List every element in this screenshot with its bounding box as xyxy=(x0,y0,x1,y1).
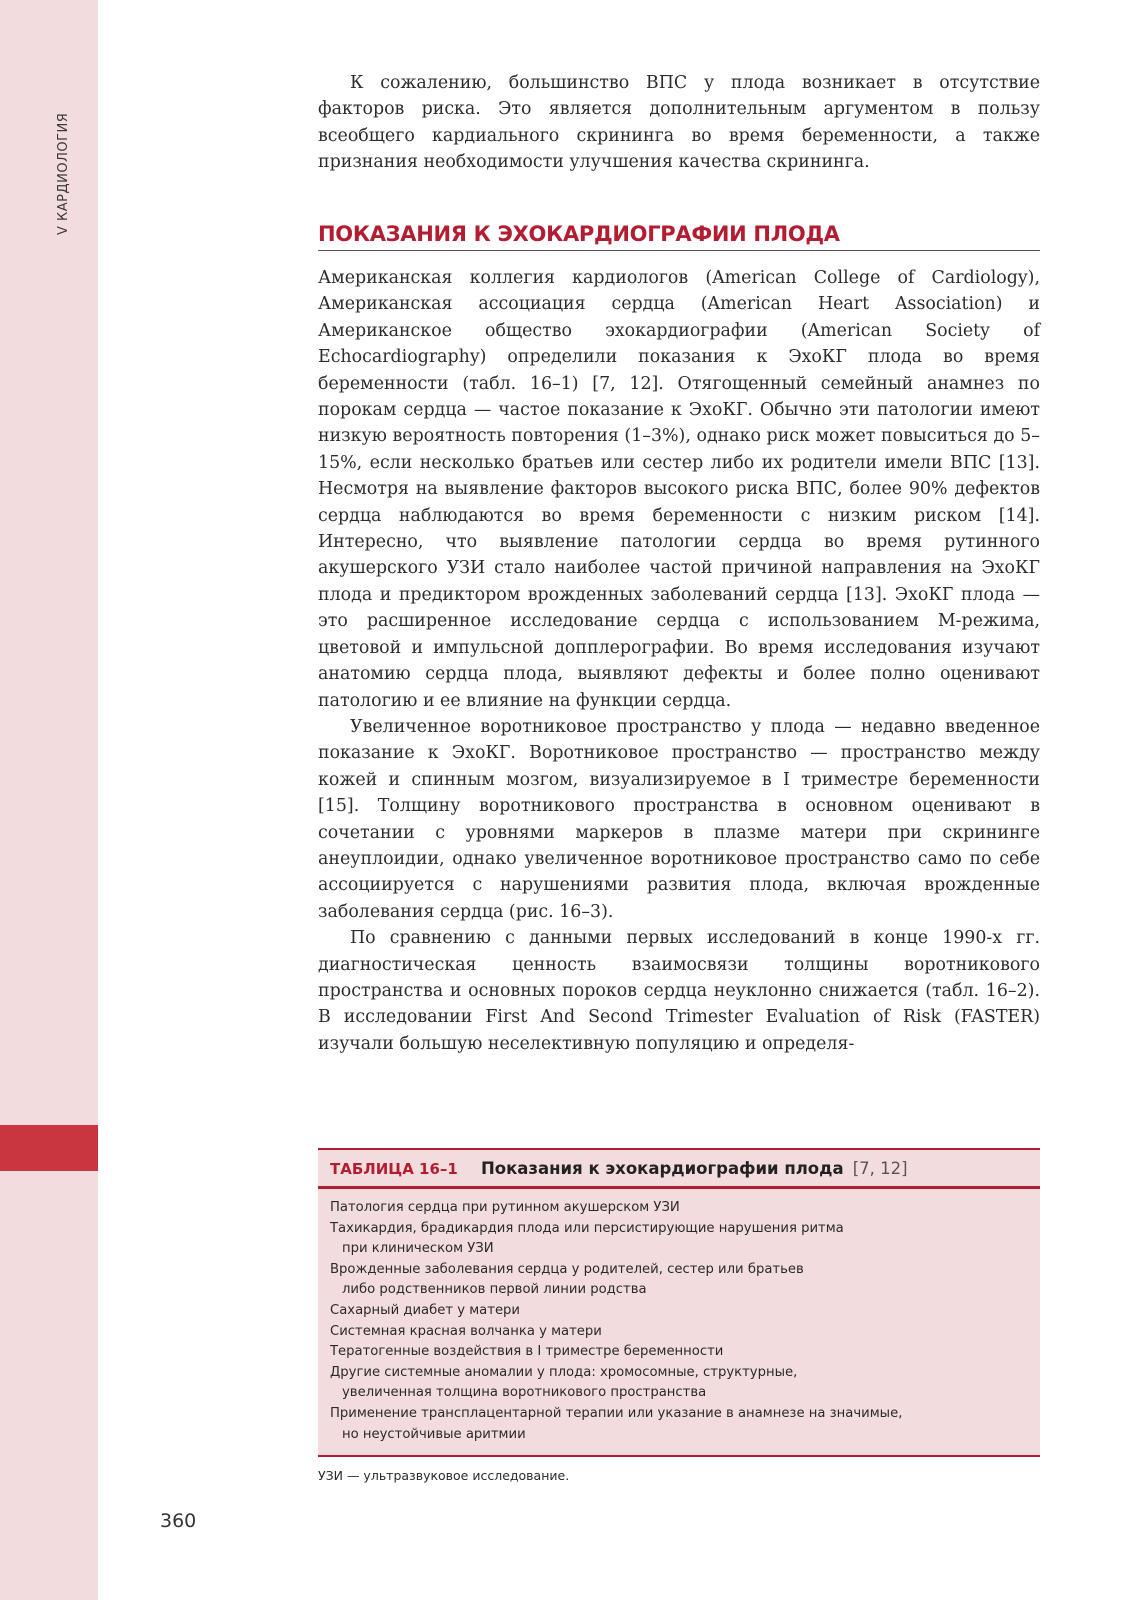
table-row xyxy=(330,1301,1028,1322)
section-heading: ПОКАЗАНИЯ К ЭХОКАРДИОГРАФИИ ПЛОДА xyxy=(318,222,1040,251)
table-row-text: Применение трансплацентарной терапии или указание в анамнезе на значимые, xyxy=(330,1405,903,1421)
table-row xyxy=(330,1363,1028,1404)
table-row-continuation: увеличенная толщина воротникового пространства xyxy=(342,1385,707,1401)
paragraph-3: По сравнению с данными первых исследований в конце 1990-х гг. диагностическая ценность взаимосвязи толщины воротникового пространства и основных пороков сердца неуклонно снижается (табл. 16–2). В исследовании First And Second Trimester Evaluation of Risk (FASTER) изучали большую неселективную популяцию и определя- xyxy=(318,928,1040,1054)
table-row-text: Сахарный диабет у матери xyxy=(330,1302,520,1318)
table-row-text: Врожденные заболевания сердца у родителей, сестер или братьев xyxy=(330,1261,804,1277)
paragraph-1: Американская коллегия кардиологов (American College of Cardiology), Американская ассоциация сердца (American Heart Association) и Американское общество эхокардиографии (American Society of Echocardiography) определили показания к ЭхоКГ плода во время беременности (табл. 16–1) [7, 12]. Отягощенный семейный анамнез по порокам сердца — частое показание к ЭхоКГ. Обычно эти патологии имеют низкую вероятность повторения (1–3%), однако риск может повыситься до 5–15%, если несколько братьев или сестер либо их родители имели ВПС [13]. Несмотря на выявление факторов высокого риска ВПС, более 90% дефектов сердца наблюдаются во время беременности с низким риском [14]. Интересно, что выявление патологии сердца во время рутинного акушерского УЗИ стало наиболее частой причиной направления на ЭхоКГ плода и предиктором врожденных заболеваний сердца [13]. ЭхоКГ плода — это расширенное исследование сердца с использованием М-режима, цветовой и импульсной допплерографии. Во время исследования изучают анатомию сердца плода, выявляют дефекты и более полно оценивают патологию и ее влияние на функции сердца. xyxy=(318,268,1040,711)
section-heading-block xyxy=(318,222,1040,251)
intro-block xyxy=(318,70,1040,176)
table-row-continuation: но неустойчивые аритмии xyxy=(342,1426,526,1442)
section-running-head xyxy=(44,70,71,250)
indications-table xyxy=(318,1148,1040,1457)
table-row-text: Тахикардия, брадикардия плода или персистирующие нарушения ритма xyxy=(330,1220,844,1236)
page-number: 360 xyxy=(160,1510,197,1532)
sidebar-margin xyxy=(0,0,98,1600)
table-row xyxy=(330,1260,1028,1301)
paragraph-2: Увеличенное воротниковое пространство у плода — недавно введенное показание к ЭхоКГ. Воротниковое пространство — пространство между кожей и спинным мозгом, визуализируемое в I триместре беременности [15]. Толщину воротникового пространства в основном оценивают в сочетании с уровнями маркеров в плазме матери при скрининге анеуплоидии, однако увеличенное воротниковое пространство само по себе ассоциируется с нарушениями развития плода, включая врожденные заболевания сердца (рис. 16–3). xyxy=(318,716,1040,922)
intro-paragraph: К сожалению, большинство ВПС у плода возникает в отсутствие факторов риска. Это является дополнительным аргументом в пользу всеобщего кардиального скрининга во время беременности, а также признания необходимости улучшения качества скрининга. xyxy=(318,73,1040,173)
table-row xyxy=(330,1198,1028,1219)
table-row xyxy=(330,1322,1028,1343)
table-row-text: Патология сердца при рутинном акушерском УЗИ xyxy=(330,1200,680,1215)
table-row xyxy=(330,1342,1028,1363)
table-row-text: Тератогенные воздействия в I триместре беременности xyxy=(330,1344,724,1360)
table-refs: [7, 12] xyxy=(852,1159,908,1178)
table-row-continuation: при клиническом УЗИ xyxy=(342,1241,494,1257)
table-row xyxy=(330,1404,1028,1445)
article-body xyxy=(318,265,1040,1057)
table-title: Показания к эхокардиографии плода xyxy=(480,1159,844,1178)
section-label: V КАРДИОЛОГИЯ xyxy=(56,112,71,235)
table-footnote: УЗИ — ультразвуковое исследование. xyxy=(318,1468,570,1483)
table-body xyxy=(318,1189,1040,1457)
sidebar-accent-bar xyxy=(0,1125,98,1171)
table-header xyxy=(318,1148,1040,1189)
table-row xyxy=(330,1219,1028,1260)
table-row-continuation: либо родственников первой линии родства xyxy=(342,1282,647,1298)
table-row-text: Системная красная волчанка у матери xyxy=(330,1323,602,1339)
table-row-text: Другие системные аномалии у плода: хромосомные, структурные, xyxy=(330,1364,798,1380)
table-number: ТАБЛИЦА 16–1 xyxy=(330,1160,458,1178)
